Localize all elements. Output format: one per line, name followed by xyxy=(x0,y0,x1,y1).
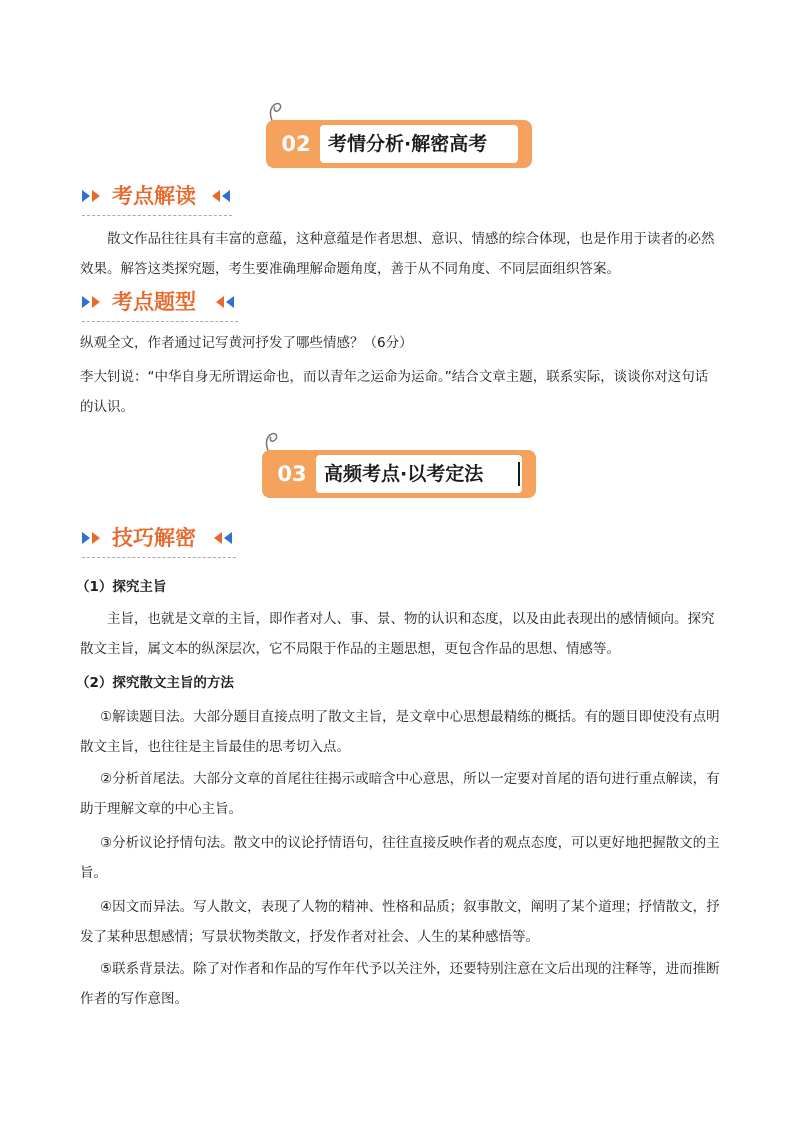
double-arrow-left-icon xyxy=(216,295,238,309)
double-arrow-right-icon xyxy=(82,531,104,545)
double-arrow-right-icon xyxy=(82,189,104,203)
question-2: 李大钊说：“中华自身无所谓运命也，而以青年之运命为运命。”结合文章主题，联系实际，谈谈你对这句话的认识。 xyxy=(80,369,709,415)
section-number: 03 xyxy=(277,462,307,486)
section-title: 高频考点·以考定法 xyxy=(324,463,484,485)
subheading-kaodian-jiedu xyxy=(82,178,234,218)
method-5: ⑤联系背景法。除了对作者和作品的写作年代予以关注外，还要特别注意在文后出现的注释等，进而推断作者的写作意图。 xyxy=(80,961,720,1007)
section-banner-03 xyxy=(262,450,536,498)
method-heading-1: （1）探究主旨 xyxy=(76,579,167,595)
subheading-label: 技巧解密 xyxy=(112,526,196,550)
question-1: 纵观全文，作者通过记写黄河抒发了哪些情感？（6分） xyxy=(80,335,413,351)
method-3: ③分析议论抒情句法。散文中的议论抒情语句，往往直接反映作者的观点态度，可以更好地把握散文的主旨。 xyxy=(80,835,720,881)
method-1: ①解读题目法。大部分题目直接点明了散文主旨，是文章中心思想最精练的概括。有的题目即使没有点明散文主旨，也往往是主旨最佳的思考切入点。 xyxy=(80,709,720,755)
method-2: ②分析首尾法。大部分文章的首尾往往揭示或暗含中心意思，所以一定要对首尾的语句进行重点解读，有助于理解文章的中心主旨。 xyxy=(80,771,720,817)
section-number: 02 xyxy=(281,132,311,156)
section-banner-02 xyxy=(266,120,532,168)
text-cursor xyxy=(518,462,520,486)
subheading-jiqiao-jiemi xyxy=(82,520,236,560)
section-title: 考情分析·解密高考 xyxy=(328,133,488,155)
double-arrow-left-icon xyxy=(214,531,236,545)
method-4: ④因文而异法。写人散文，表现了人物的精神、性格和品质；叙事散文，阐明了某个道理；抒情散文，抒发了某种思想感情；写景状物类散文，抒发作者对社会、人生的某种感悟等。 xyxy=(80,899,720,945)
subheading-label: 考点解读 xyxy=(112,184,196,208)
subheading-kaodian-tixing xyxy=(82,284,238,324)
subheading-label: 考点题型 xyxy=(112,290,196,314)
kaodian-jiedu-text: 散文作品往往具有丰富的意蕴，这种意蕴是作者思想、意识、情感的综合体现，也是作用于读者的必然效果。解答这类探究题，考生要准确理解命题角度，善于从不同角度、不同层面组织答案。 xyxy=(80,231,715,277)
method-intro: 主旨，也就是文章的主旨，即作者对人、事、景、物的认识和态度，以及由此表现出的感情倾向。探究散文主旨，属文本的纵深层次，它不局限于作品的主题思想，更包含作品的思想、情感等。 xyxy=(80,611,715,657)
method-heading-2: （2）探究散文主旨的方法 xyxy=(76,675,234,691)
double-arrow-left-icon xyxy=(212,189,234,203)
double-arrow-right-icon xyxy=(82,295,104,309)
